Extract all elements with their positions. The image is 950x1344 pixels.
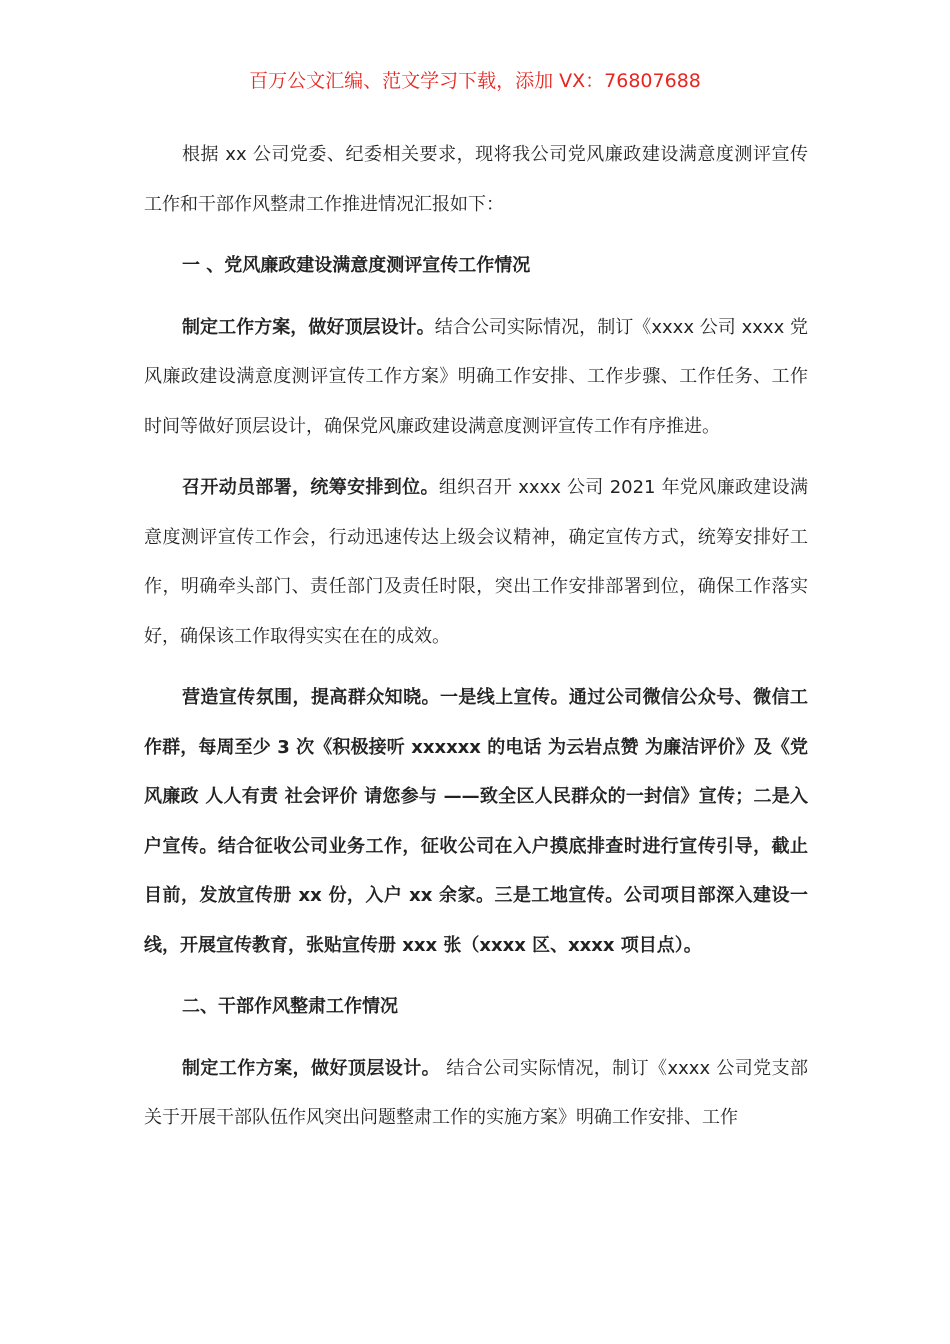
document-body	[144, 130, 808, 1143]
section-1-paragraph-1	[144, 303, 808, 452]
section-2-paragraph-1	[144, 1044, 808, 1143]
section-2-heading: 二、干部作风整肃工作情况	[182, 996, 398, 1017]
paragraph-lead: 召开动员部署，统筹安排到位。	[182, 477, 439, 498]
paragraph-body: 结合公司实际情况，制订《xxxx 公司党支部关于开展干部队伍作风突出问题整肃工作的实施方案》明确工作安排、工作	[144, 1057, 809, 1128]
header-banner: 百万公文汇编、范文学习下载，添加 VX：76807688	[249, 70, 701, 92]
section-1-paragraph-3: 营造宣传氛围，提高群众知晓。一是线上宣传。通过公司微信公众号、微信工作群，每周至少 3 次《积极接听 xxxxxx 的电话 为云岩点赞 为廉洁评价》及《党风廉政 人人有责 社会评价 请您参与 ——致全区人民群众的一封信》宣传；二是入户宣传。结合征收公司业务工作，征收公司在入户摸底排查时进行宣传引导，截止目前，发放宣传册 xx 份，入户 xx 余家。三是工地宣传。公司项目部深入建设一线，开展宣传教育，张贴宣传册 xxx 张（xxxx 区、xxxx 项目点）。	[144, 687, 808, 956]
section-1-paragraph-2	[144, 463, 808, 661]
section-1-heading: 一 、党风廉政建设满意度测评宣传工作情况	[182, 255, 531, 276]
paragraph-lead: 制定工作方案，做好顶层设计。	[182, 1057, 441, 1079]
paragraph-body: 组织召开 xxxx 公司 2021 年党风廉政建设满意度测评宣传工作会，行动迅速传达上级会议精神，确定宣传方式，统筹安排好工作，明确牵头部门、责任部门及责任时限，突出工作安排部署到位，确保工作落实好，确保该工作取得实实在在的成效。	[144, 477, 808, 647]
paragraph-body: 结合公司实际情况，制订《xxxx 公司 xxxx 党风廉政建设满意度测评宣传工作方案》明确工作安排、工作步骤、工作任务、工作时间等做好顶层设计，确保党风廉政建设满意度测评宣传工作有序推进。	[144, 316, 808, 437]
paragraph-lead: 制定工作方案，做好顶层设计。	[182, 316, 435, 338]
intro-paragraph: 根据 xx 公司党委、纪委相关要求，现将我公司党风廉政建设满意度测评宣传工作和干部作风整肃工作推进情况汇报如下：	[144, 144, 808, 215]
